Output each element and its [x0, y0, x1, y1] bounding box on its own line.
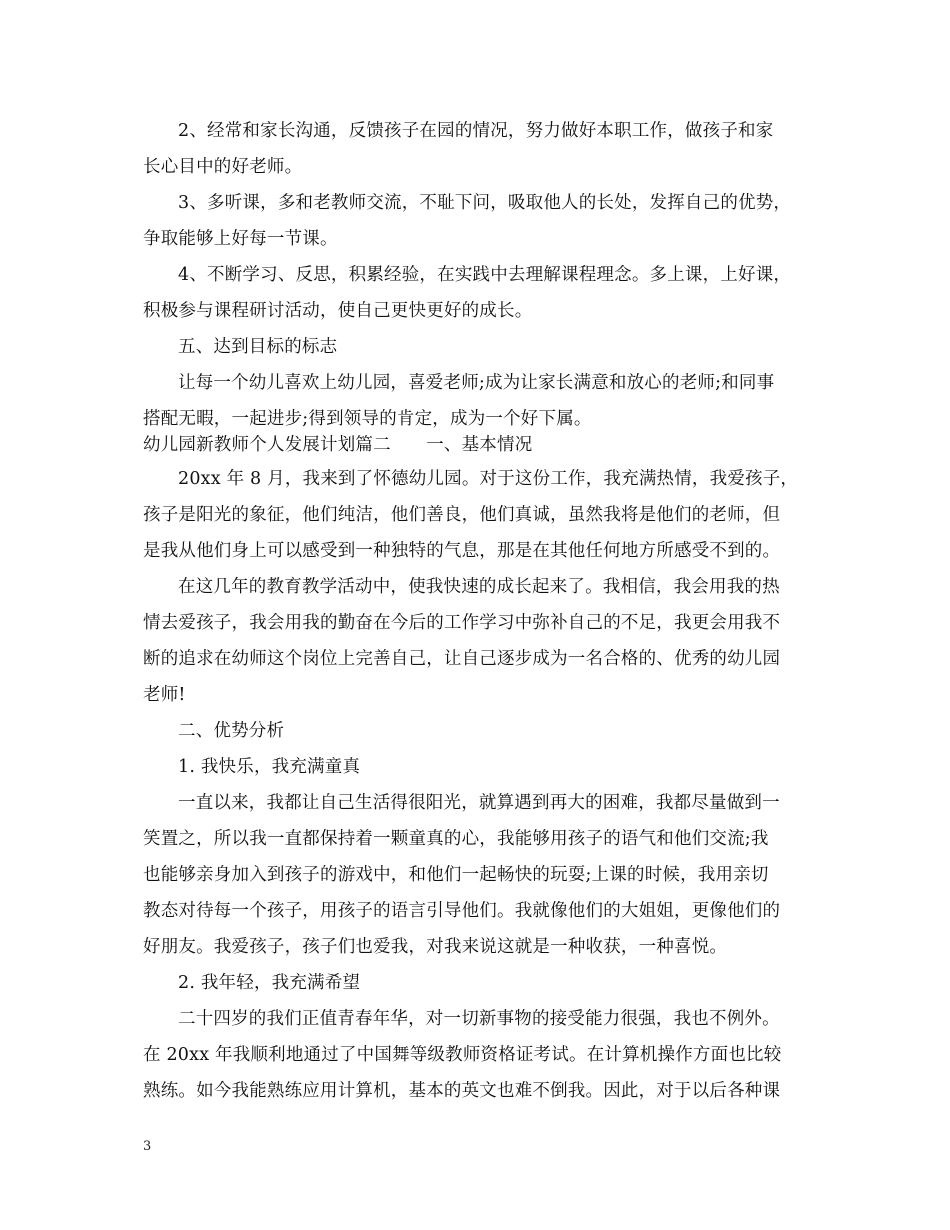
article-title-line: 幼儿园新教师个人发展计划篇二 一、基本情况	[143, 435, 533, 455]
paragraph-line: 3、多听课，多和老教师交流，不耻下问，吸取他人的长处，发挥自己的优势，	[178, 193, 792, 213]
paragraph-line: 争取能够上好每一节课。	[143, 229, 338, 249]
paragraph-line: 情去爱孩子，我会用我的勤奋在今后的工作学习中弥补自己的不足，我更会用我不	[143, 613, 781, 633]
section-heading: 五、达到目标的标志	[178, 337, 338, 357]
subsection-heading: 2. 我年轻，我充满希望	[178, 973, 361, 993]
paragraph-line: 2、经常和家长沟通，反馈孩子在园的情况，努力做好本职工作，做孩子和家	[178, 121, 774, 141]
paragraph-line: 20xx 年 8 月，我来到了怀德幼儿园。对于这份工作，我充满热情，我爱孩子，	[178, 469, 799, 489]
paragraph-line: 也能够亲身加入到孩子的游戏中，和他们一起畅快的玩耍;上课的时候，我用亲切	[143, 865, 769, 885]
paragraph-line: 4、不断学习、反思，积累经验，在实践中去理解课程理念。多上课，上好课，	[178, 265, 792, 285]
paragraph-line: 积极参与课程研讨活动，使自己更快更好的成长。	[143, 301, 533, 321]
paragraph-line: 教态对待每一个孩子，用孩子的语言引导他们。我就像他们的大姐姐，更像他们的	[143, 901, 781, 921]
paragraph-line: 二十四岁的我们正值青春年华，对一切新事物的接受能力很强，我也不例外。	[178, 1009, 780, 1029]
paragraph-line: 在 20xx 年我顺利地通过了中国舞等级教师资格证考试。在计算机操作方面也比较	[143, 1045, 782, 1065]
paragraph-line: 好朋友。我爱孩子，孩子们也爱我，对我来说这就是一种收获，一种喜悦。	[143, 937, 728, 957]
paragraph-line: 一直以来，我都让自己生活得很阳光，就算遇到再大的困难，我都尽量做到一	[178, 793, 780, 813]
paragraph-line: 让每一个幼儿喜欢上幼儿园，喜爱老师;成为让家长满意和放心的老师;和同事	[178, 373, 775, 393]
paragraph-line: 断的追求在幼师这个岗位上完善自己，让自己逐步成为一名合格的、优秀的幼儿园	[143, 649, 781, 669]
paragraph-line: 老师!	[143, 685, 186, 705]
paragraph-line: 在这几年的教育教学活动中，使我快速的成长起来了。我相信，我会用我的热	[178, 577, 780, 597]
section-heading: 二、优势分析	[178, 721, 285, 741]
subsection-heading: 1. 我快乐，我充满童真	[178, 757, 361, 777]
paragraph-line: 搭配无暇，一起进步;得到领导的肯定，成为一个好下属。	[143, 409, 592, 429]
paragraph-line: 是我从他们身上可以感受到一种独特的气息，那是在其他任何地方所感受不到的。	[143, 541, 781, 561]
paragraph-line: 长心目中的好老师。	[143, 157, 303, 177]
page-number: 3	[143, 1139, 152, 1154]
paragraph-line: 笑置之，所以我一直都保持着一颗童真的心，我能够用孩子的语气和他们交流;我	[143, 829, 769, 849]
paragraph-line: 孩子是阳光的象征，他们纯洁，他们善良，他们真诚，虽然我将是他们的老师，但	[143, 505, 781, 525]
paragraph-line: 熟练。如今我能熟练应用计算机，基本的英文也难不倒我。因此，对于以后各种课	[143, 1081, 781, 1101]
